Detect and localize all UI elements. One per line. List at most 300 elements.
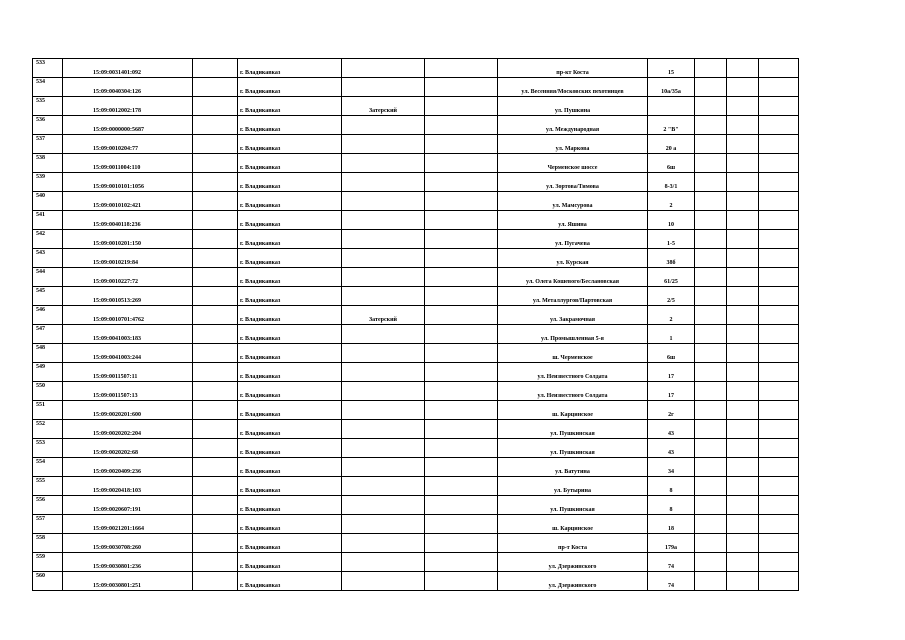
register-rows	[33, 59, 799, 591]
city-cell: г. Владикавказ	[238, 477, 342, 496]
city-cell: г. Владикавказ	[238, 154, 342, 173]
empty-cell	[727, 401, 759, 420]
row-number-cell: 549	[33, 363, 63, 382]
district-cell	[342, 173, 425, 192]
house-number-cell: 1-5	[648, 230, 695, 249]
city-cell: г. Владикавказ	[238, 287, 342, 306]
cadastral-number-cell: 15:09:0020202:68	[63, 439, 193, 458]
empty-cell	[759, 249, 799, 268]
empty-cell	[425, 534, 498, 553]
empty-cell	[727, 173, 759, 192]
table-row	[33, 534, 799, 553]
empty-cell	[727, 135, 759, 154]
table-row	[33, 59, 799, 78]
empty-cell	[727, 515, 759, 534]
district-cell	[342, 116, 425, 135]
empty-cell	[695, 363, 727, 382]
street-cell: ул. Яшина	[498, 211, 648, 230]
city-cell: г. Владикавказ	[238, 78, 342, 97]
cadastral-number-cell: 15:09:0010219:84	[63, 249, 193, 268]
empty-cell	[695, 249, 727, 268]
empty-cell	[425, 97, 498, 116]
empty-cell	[425, 572, 498, 591]
row-number-cell: 553	[33, 439, 63, 458]
empty-cell	[193, 496, 238, 515]
table-row	[33, 363, 799, 382]
house-number-cell: 8	[648, 496, 695, 515]
house-number-cell: 2/5	[648, 287, 695, 306]
district-cell	[342, 382, 425, 401]
city-cell: г. Владикавказ	[238, 439, 342, 458]
empty-cell	[193, 382, 238, 401]
cadastral-number-cell: 15:09:0020202:204	[63, 420, 193, 439]
district-cell	[342, 420, 425, 439]
empty-cell	[695, 344, 727, 363]
empty-cell	[759, 439, 799, 458]
city-cell: г. Владикавказ	[238, 496, 342, 515]
table-row	[33, 268, 799, 287]
empty-cell	[695, 439, 727, 458]
district-cell	[342, 572, 425, 591]
city-cell: г. Владикавказ	[238, 553, 342, 572]
street-cell: пр-кт Коста	[498, 59, 648, 78]
register-sheet	[32, 58, 798, 589]
empty-cell	[695, 78, 727, 97]
empty-cell	[425, 287, 498, 306]
city-cell: г. Владикавказ	[238, 249, 342, 268]
city-cell: г. Владикавказ	[238, 515, 342, 534]
empty-cell	[193, 306, 238, 325]
row-number-cell: 556	[33, 496, 63, 515]
empty-cell	[759, 287, 799, 306]
empty-cell	[695, 515, 727, 534]
empty-cell	[425, 439, 498, 458]
empty-cell	[727, 382, 759, 401]
city-cell: г. Владикавказ	[238, 211, 342, 230]
district-cell	[342, 344, 425, 363]
street-cell: ул. Весенняя/Московских пехотинцев	[498, 78, 648, 97]
cadastral-number-cell: 15:09:0040304:126	[63, 78, 193, 97]
house-number-cell: 2	[648, 192, 695, 211]
house-number-cell: 74	[648, 572, 695, 591]
street-cell: ул. Промышленная 5-я	[498, 325, 648, 344]
empty-cell	[759, 553, 799, 572]
street-cell: ул. Неизвестного Солдата	[498, 363, 648, 382]
empty-cell	[759, 78, 799, 97]
street-cell: ул. Бутырина	[498, 477, 648, 496]
empty-cell	[759, 477, 799, 496]
city-cell: г. Владикавказ	[238, 135, 342, 154]
cadastral-number-cell: 15:09:0020201:600	[63, 401, 193, 420]
house-number-cell: 74	[648, 553, 695, 572]
district-cell	[342, 496, 425, 515]
empty-cell	[425, 515, 498, 534]
city-cell: г. Владикавказ	[238, 97, 342, 116]
street-cell: ул. Международная	[498, 116, 648, 135]
cadastral-number-cell: 15:09:0021201:1664	[63, 515, 193, 534]
empty-cell	[193, 59, 238, 78]
empty-cell	[425, 496, 498, 515]
empty-cell	[695, 553, 727, 572]
empty-cell	[759, 192, 799, 211]
house-number-cell: 15	[648, 59, 695, 78]
empty-cell	[759, 515, 799, 534]
cadastral-number-cell: 15:09:0011507:13	[63, 382, 193, 401]
district-cell	[342, 192, 425, 211]
empty-cell	[695, 325, 727, 344]
table-row	[33, 173, 799, 192]
empty-cell	[193, 268, 238, 287]
street-cell: ул. Пушкинская	[498, 420, 648, 439]
empty-cell	[759, 306, 799, 325]
empty-cell	[695, 268, 727, 287]
empty-cell	[727, 344, 759, 363]
empty-cell	[193, 458, 238, 477]
empty-cell	[727, 116, 759, 135]
empty-cell	[695, 458, 727, 477]
empty-cell	[727, 268, 759, 287]
empty-cell	[695, 382, 727, 401]
empty-cell	[425, 135, 498, 154]
empty-cell	[759, 344, 799, 363]
city-cell: г. Владикавказ	[238, 268, 342, 287]
empty-cell	[695, 116, 727, 135]
empty-cell	[193, 173, 238, 192]
empty-cell	[695, 192, 727, 211]
street-cell: ул. Неизвестного Солдата	[498, 382, 648, 401]
street-cell: ул. Пушкинская	[498, 496, 648, 515]
row-number-cell: 541	[33, 211, 63, 230]
table-row	[33, 515, 799, 534]
district-cell	[342, 534, 425, 553]
street-cell: ш. Черменское	[498, 344, 648, 363]
table-row	[33, 249, 799, 268]
table-row	[33, 344, 799, 363]
table-row	[33, 192, 799, 211]
row-number-cell: 534	[33, 78, 63, 97]
empty-cell	[759, 97, 799, 116]
empty-cell	[727, 572, 759, 591]
table-row	[33, 382, 799, 401]
table-row	[33, 211, 799, 230]
empty-cell	[759, 230, 799, 249]
empty-cell	[695, 287, 727, 306]
district-cell	[342, 154, 425, 173]
empty-cell	[727, 249, 759, 268]
empty-cell	[425, 173, 498, 192]
house-number-cell: 8	[648, 477, 695, 496]
empty-cell	[727, 325, 759, 344]
empty-cell	[759, 116, 799, 135]
row-number-cell: 542	[33, 230, 63, 249]
table-row	[33, 287, 799, 306]
empty-cell	[759, 534, 799, 553]
row-number-cell: 559	[33, 553, 63, 572]
empty-cell	[193, 230, 238, 249]
empty-cell	[425, 154, 498, 173]
street-cell: ул. Дзержинского	[498, 572, 648, 591]
empty-cell	[695, 97, 727, 116]
house-number-cell: 10а/35а	[648, 78, 695, 97]
empty-cell	[759, 173, 799, 192]
house-number-cell: 2 "В"	[648, 116, 695, 135]
row-number-cell: 554	[33, 458, 63, 477]
empty-cell	[193, 553, 238, 572]
city-cell: г. Владикавказ	[238, 401, 342, 420]
cadastral-number-cell: 15:09:0030708:260	[63, 534, 193, 553]
empty-cell	[193, 116, 238, 135]
street-cell: ш. Карцинское	[498, 401, 648, 420]
empty-cell	[193, 211, 238, 230]
cadastral-number-cell: 15:09:0010204:77	[63, 135, 193, 154]
empty-cell	[759, 268, 799, 287]
empty-cell	[695, 572, 727, 591]
empty-cell	[193, 572, 238, 591]
district-cell	[342, 268, 425, 287]
empty-cell	[193, 420, 238, 439]
cadastral-number-cell: 15:09:0011507:11	[63, 363, 193, 382]
table-row	[33, 116, 799, 135]
empty-cell	[759, 420, 799, 439]
table-row	[33, 477, 799, 496]
empty-cell	[695, 173, 727, 192]
empty-cell	[759, 496, 799, 515]
empty-cell	[727, 211, 759, 230]
empty-cell	[193, 97, 238, 116]
district-cell: Затерский	[342, 306, 425, 325]
cadastral-number-cell: 15:09:0041003:244	[63, 344, 193, 363]
cadastral-number-cell: 15:09:0011004:110	[63, 154, 193, 173]
empty-cell	[727, 534, 759, 553]
empty-cell	[425, 344, 498, 363]
street-cell: ул. Пушкинская	[498, 439, 648, 458]
cadastral-number-cell: 15:09:0040118:236	[63, 211, 193, 230]
house-number-cell: 1	[648, 325, 695, 344]
row-number-cell: 539	[33, 173, 63, 192]
empty-cell	[193, 477, 238, 496]
street-cell: ул. Олега Кошевого/Беслановская	[498, 268, 648, 287]
empty-cell	[425, 249, 498, 268]
street-cell: ул. Ватутина	[498, 458, 648, 477]
row-number-cell: 558	[33, 534, 63, 553]
house-number-cell: 43	[648, 439, 695, 458]
empty-cell	[695, 230, 727, 249]
empty-cell	[727, 59, 759, 78]
district-cell	[342, 78, 425, 97]
house-number-cell: 8-3/1	[648, 173, 695, 192]
empty-cell	[727, 420, 759, 439]
city-cell: г. Владикавказ	[238, 59, 342, 78]
cadastral-number-cell: 15:09:0041003:183	[63, 325, 193, 344]
cadastral-number-cell: 15:09:0030801:251	[63, 572, 193, 591]
empty-cell	[425, 325, 498, 344]
empty-cell	[759, 382, 799, 401]
house-number-cell	[648, 97, 695, 116]
city-cell: г. Владикавказ	[238, 534, 342, 553]
empty-cell	[759, 325, 799, 344]
empty-cell	[727, 192, 759, 211]
empty-cell	[727, 496, 759, 515]
row-number-cell: 545	[33, 287, 63, 306]
empty-cell	[695, 154, 727, 173]
empty-cell	[193, 192, 238, 211]
city-cell: г. Владикавказ	[238, 572, 342, 591]
empty-cell	[759, 59, 799, 78]
city-cell: г. Владикавказ	[238, 363, 342, 382]
street-cell: ул. Мамсурова	[498, 192, 648, 211]
row-number-cell: 536	[33, 116, 63, 135]
empty-cell	[695, 534, 727, 553]
cadastral-number-cell: 15:09:0020409:236	[63, 458, 193, 477]
empty-cell	[425, 382, 498, 401]
row-number-cell: 540	[33, 192, 63, 211]
row-number-cell: 538	[33, 154, 63, 173]
empty-cell	[695, 211, 727, 230]
table-row	[33, 230, 799, 249]
empty-cell	[425, 78, 498, 97]
street-cell: пр-т Коста	[498, 534, 648, 553]
cadastral-number-cell: 15:09:0020418:103	[63, 477, 193, 496]
city-cell: г. Владикавказ	[238, 192, 342, 211]
district-cell: Затерский	[342, 97, 425, 116]
house-number-cell: 17	[648, 363, 695, 382]
cadastral-number-cell: 15:09:0020607:191	[63, 496, 193, 515]
row-number-cell: 537	[33, 135, 63, 154]
empty-cell	[193, 515, 238, 534]
cadastral-number-cell: 15:09:0000000:5687	[63, 116, 193, 135]
row-number-cell: 533	[33, 59, 63, 78]
row-number-cell: 548	[33, 344, 63, 363]
empty-cell	[425, 401, 498, 420]
row-number-cell: 552	[33, 420, 63, 439]
empty-cell	[727, 78, 759, 97]
house-number-cell: 61/25	[648, 268, 695, 287]
empty-cell	[193, 439, 238, 458]
empty-cell	[727, 287, 759, 306]
table-row	[33, 496, 799, 515]
empty-cell	[695, 135, 727, 154]
street-cell: Черменское шоссе	[498, 154, 648, 173]
house-number-cell: 18	[648, 515, 695, 534]
row-number-cell: 557	[33, 515, 63, 534]
cadastral-number-cell: 15:09:0010227:72	[63, 268, 193, 287]
street-cell: ул. Курская	[498, 249, 648, 268]
street-cell: ул. Закрамочная	[498, 306, 648, 325]
empty-cell	[759, 401, 799, 420]
cadastral-number-cell: 15:09:0012002:178	[63, 97, 193, 116]
house-number-cell: 10	[648, 211, 695, 230]
table-row	[33, 325, 799, 344]
empty-cell	[759, 363, 799, 382]
empty-cell	[727, 477, 759, 496]
empty-cell	[759, 135, 799, 154]
house-number-cell: 17	[648, 382, 695, 401]
table-row	[33, 420, 799, 439]
empty-cell	[193, 287, 238, 306]
empty-cell	[193, 363, 238, 382]
table-row	[33, 401, 799, 420]
table-row	[33, 78, 799, 97]
house-number-cell: 179а	[648, 534, 695, 553]
empty-cell	[727, 306, 759, 325]
table-row	[33, 439, 799, 458]
street-cell: ш. Карцинское	[498, 515, 648, 534]
table-row	[33, 553, 799, 572]
district-cell	[342, 553, 425, 572]
city-cell: г. Владикавказ	[238, 382, 342, 401]
empty-cell	[727, 439, 759, 458]
row-number-cell: 551	[33, 401, 63, 420]
cadastral-number-cell: 15:09:0010513:269	[63, 287, 193, 306]
empty-cell	[695, 496, 727, 515]
table-row	[33, 135, 799, 154]
empty-cell	[425, 192, 498, 211]
cadastral-number-cell: 15:09:0010201:150	[63, 230, 193, 249]
district-cell	[342, 401, 425, 420]
empty-cell	[193, 249, 238, 268]
empty-cell	[425, 211, 498, 230]
district-cell	[342, 325, 425, 344]
empty-cell	[425, 268, 498, 287]
street-cell: ул. Пугачева	[498, 230, 648, 249]
empty-cell	[727, 458, 759, 477]
table-row	[33, 572, 799, 591]
empty-cell	[425, 59, 498, 78]
city-cell: г. Владикавказ	[238, 420, 342, 439]
table-row	[33, 306, 799, 325]
table-row	[33, 458, 799, 477]
empty-cell	[425, 363, 498, 382]
city-cell: г. Владикавказ	[238, 458, 342, 477]
row-number-cell: 547	[33, 325, 63, 344]
house-number-cell: 34	[648, 458, 695, 477]
empty-cell	[695, 59, 727, 78]
empty-cell	[425, 230, 498, 249]
house-number-cell: 43	[648, 420, 695, 439]
empty-cell	[193, 401, 238, 420]
district-cell	[342, 249, 425, 268]
empty-cell	[425, 553, 498, 572]
house-number-cell: 38б	[648, 249, 695, 268]
empty-cell	[727, 97, 759, 116]
empty-cell	[425, 116, 498, 135]
cadastral-number-cell: 15:09:0030801:236	[63, 553, 193, 572]
empty-cell	[425, 306, 498, 325]
empty-cell	[695, 401, 727, 420]
house-number-cell: 20 а	[648, 135, 695, 154]
empty-cell	[759, 211, 799, 230]
house-number-cell: 2г	[648, 401, 695, 420]
row-number-cell: 535	[33, 97, 63, 116]
city-cell: г. Владикавказ	[238, 344, 342, 363]
row-number-cell: 543	[33, 249, 63, 268]
street-cell: ул. Зортова/Тимова	[498, 173, 648, 192]
city-cell: г. Владикавказ	[238, 325, 342, 344]
row-number-cell: 560	[33, 572, 63, 591]
empty-cell	[727, 363, 759, 382]
district-cell	[342, 477, 425, 496]
district-cell	[342, 211, 425, 230]
cadastral-number-cell: 15:09:0031401:092	[63, 59, 193, 78]
district-cell	[342, 230, 425, 249]
district-cell	[342, 458, 425, 477]
district-cell	[342, 287, 425, 306]
street-cell: ул. Дзержинского	[498, 553, 648, 572]
row-number-cell: 550	[33, 382, 63, 401]
street-cell: ул. Пушкина	[498, 97, 648, 116]
empty-cell	[727, 553, 759, 572]
empty-cell	[425, 420, 498, 439]
